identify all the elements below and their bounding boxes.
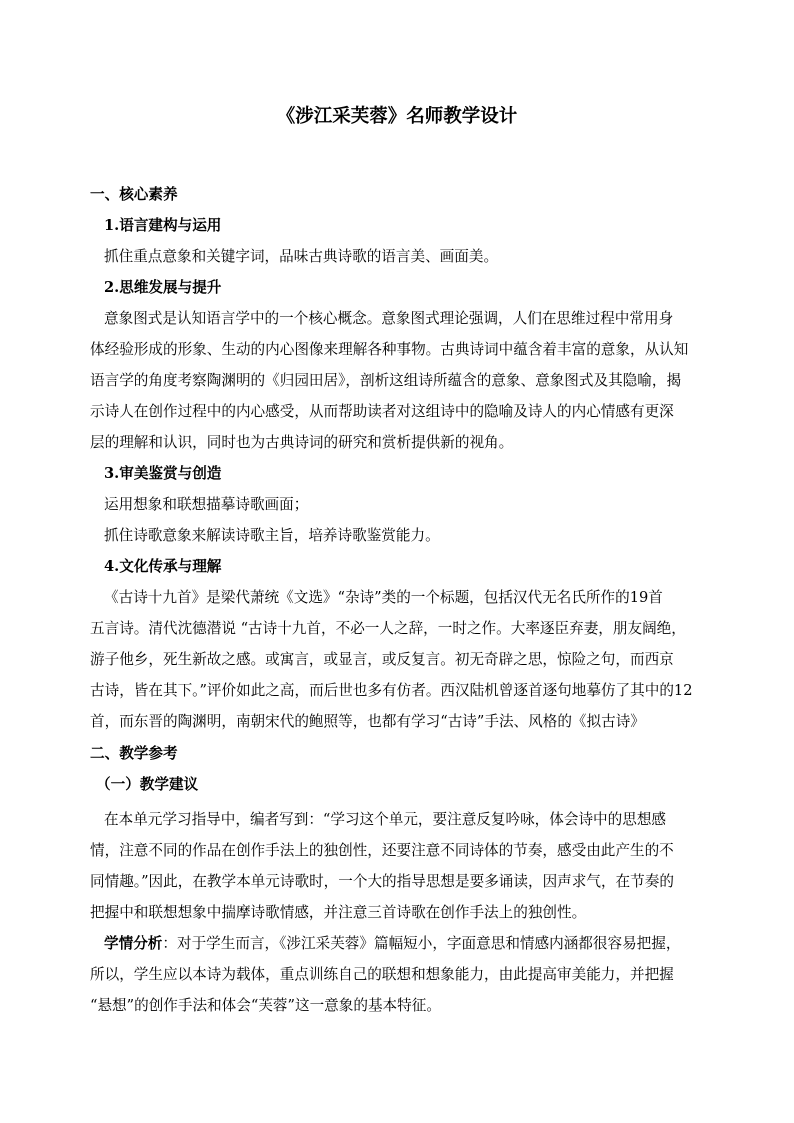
subheading-language: 1.语言建构与运用 <box>104 217 222 234</box>
paragraph-culture-line: 古诗，皆在其下。”评价如此之高，而后世也多有仿者。西汉陆机曾逐首逐句地摹仿了其中的12 <box>90 682 693 699</box>
paragraph-culture-line: 五言诗。清代沈德潜说 “古诗十九首，不必一人之辞，一时之作。大率逐臣弃妻，朋友阔绝， <box>90 620 686 637</box>
paragraph-culture-line: 《古诗十九首》是梁代萧统《文选》“杂诗”类的一个标题，包括汉代无名氏所作的19首 <box>104 589 663 606</box>
subheading-teaching-suggestion: （一）教学建议 <box>96 776 199 793</box>
subheading-aesthetic: 3.审美鉴赏与创造 <box>104 465 222 482</box>
subheading-thinking: 2.思维发展与提升 <box>104 279 222 296</box>
paragraph-aesthetic-line: 运用想象和联想描摹诗歌画面； <box>104 496 309 513</box>
section-heading-core-literacy: 一、核心素养 <box>90 186 178 203</box>
paragraph-thinking-line: 语言学的角度考察陶渊明的《归园田居》，剖析这组诗所蕴含的意象、意象图式及其隐喻，揭 <box>90 372 682 389</box>
subheading-culture: 4.文化传承与理解 <box>104 558 222 575</box>
analysis-text: ：对于学生而言，《涉江采芙蓉》篇幅短小，字面意思和情感内涵都很容易把握， <box>162 935 681 952</box>
paragraph-language: 抓住重点意象和关键字词，品味古典诗歌的语言美、画面美。 <box>104 248 499 265</box>
paragraph-analysis-line: 所以，学生应以本诗为载体，重点训练自己的联想和想象能力，由此提高审美能力，并把握 <box>90 966 674 983</box>
paragraph-thinking-line: 体经验形成的形象、生动的内心图像来理解各种事物。古典诗词中蕴含着丰富的意象，从认知 <box>90 341 689 358</box>
section-heading-teaching-reference: 二、教学参考 <box>90 745 178 762</box>
paragraph-culture-line: 游子他乡，死生新故之感。或寓言，或显言，或反复言。初无奇辟之思，惊险之句，而西京 <box>90 651 674 668</box>
paragraph-suggestion-line: 把握中和联想想象中揣摩诗歌情感，并注意三首诗歌在创作手法上的独创性。 <box>90 904 587 921</box>
paragraph-analysis-first-line <box>104 934 680 954</box>
paragraph-suggestion-line: 同情趣。”因此，在教学本单元诗歌时，一个大的指导思想是要多诵读，因声求气，在节奏的 <box>90 873 674 890</box>
paragraph-thinking-line: 层的理解和认识，同时也为古典诗词的研究和赏析提供新的视角。 <box>90 434 514 451</box>
paragraph-thinking-line: 示诗人在创作过程中的内心感受，从而帮助读者对这组诗中的隐喻及诗人的内心情感有更深 <box>90 403 674 420</box>
paragraph-analysis-line: “悬想”的创作手法和体会“芙蓉”这一意象的基本特征。 <box>90 997 441 1014</box>
analysis-label: 学情分析 <box>104 935 163 952</box>
document-title: 《涉江采芙蓉》名师教学设计 <box>276 106 518 127</box>
paragraph-culture-line: 首，而东晋的陶渊明，南朝宋代的鲍照等，也都有学习“古诗”手法、风格的《拟古诗》 <box>90 713 645 730</box>
paragraph-suggestion-line: 情，注意不同的作品在创作手法上的独创性，还要注意不同诗体的节奏，感受由此产生的不 <box>90 842 674 859</box>
paragraph-aesthetic-line: 抓住诗歌意象来解读诗歌主旨，培养诗歌鉴赏能力。 <box>104 527 440 544</box>
paragraph-thinking-line: 意象图式是认知语言学中的一个核心概念。意象图式理论强调，人们在思维过程中常用身 <box>104 310 674 327</box>
paragraph-suggestion-line: 在本单元学习指导中，编者写到：“学习这个单元，要注意反复吟咏，体会诗中的思想感 <box>104 811 667 828</box>
